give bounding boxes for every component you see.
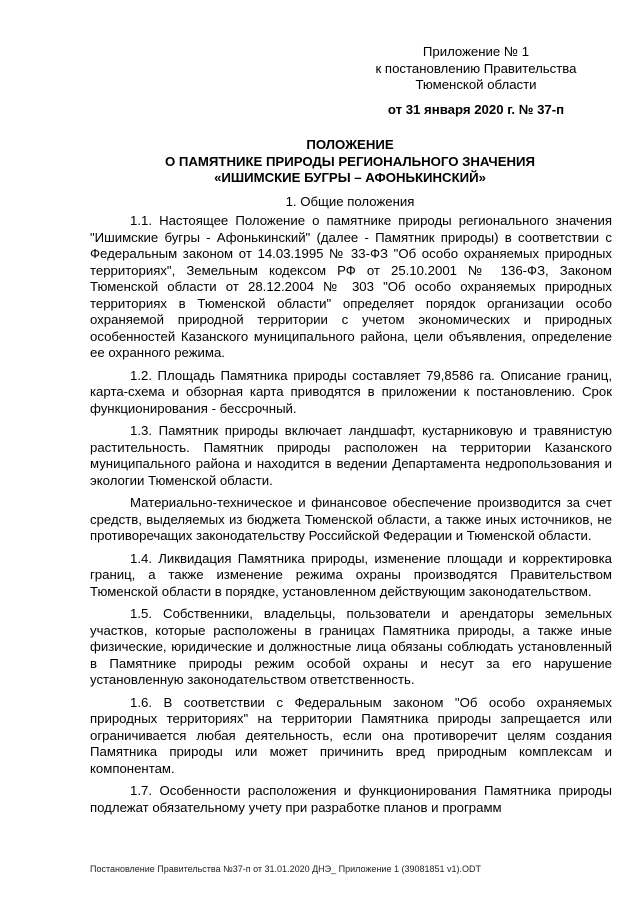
- appendix-to-resolution: к постановлению Правительства: [375, 60, 577, 76]
- document-body: [90, 213, 612, 822]
- title-line-1: ПОЛОЖЕНИЕ: [306, 137, 394, 152]
- resolution-date-number: от 31 января 2020 г. № 37-п: [387, 101, 565, 117]
- paragraph-1-2: 1.2. Площадь Памятника природы составляет 79,8586 га. Описание границ, карта-схема и обзорная карта приводятся в приложении к постановлению. Срок функционирования - бессрочный.: [90, 367, 612, 416]
- appendix-region: Тюменской области: [415, 77, 537, 92]
- appendix-header: [346, 44, 606, 118]
- document-title: [90, 137, 610, 187]
- appendix-number: Приложение № 1: [422, 44, 530, 59]
- title-line-2: О ПАМЯТНИКЕ ПРИРОДЫ РЕГИОНАЛЬНОГО ЗНАЧЕНИЯ: [165, 153, 535, 169]
- paragraph-funding: Материально-техническое и финансовое обеспечение производится за счет средств, выделяемых из бюджета Тюменской области, а также иных источников, не противоречащих законодательству Российской Федерации и Тюменской области.: [90, 495, 612, 543]
- paragraph-1-7: 1.7. Особенности расположения и функционирования Памятника природы подлежат обязательному учету при разработке планов и программ: [90, 783, 612, 815]
- paragraph-1-5: 1.5. Собственники, владельцы, пользователи и арендаторы земельных участков, которые расположены в границах Памятника природы, а также иные физические, юридические и должностные лица обязаны соблюдать установленный в Памятнике природы режим особой охраны и несут за его нарушение установленную законодательством ответственность.: [90, 606, 612, 687]
- paragraph-1-1: 1.1. Настоящее Положение о памятнике природы регионального значения "Ишимские бугры - Афонькинский" (далее - Памятник природы) в соответствии с Федеральным законом от 14.03.1995 № 33-ФЗ "Об особо охраняемых природных территориях", Земельным кодексом РФ от 25.10.2001 № 136-ФЗ, Законом Тюменской области от 28.12.2004 № 303 "Об особо охраняемых природных территориях в Тюменской области" определяет порядок организации особо охраняемой природной территории с учетом экономических и природных особенностей Казанского муниципального района, цели объявления, определение ее охранного режима.: [90, 213, 612, 360]
- title-line-3: «ИШИМСКИЕ БУГРЫ – АФОНЬКИНСКИЙ»: [214, 170, 486, 185]
- paragraph-1-3: 1.3. Памятник природы включает ландшафт, кустарниковую и травянистую растительность. Памятник природы расположен на территории Казанского муниципального района и находится в ведении Департамента недропользования и экологии Тюменской области.: [90, 423, 612, 488]
- paragraph-1-4: 1.4. Ликвидация Памятника природы, изменение площади и корректировка границ, а также изменение режима охраны производятся Правительством Тюменской области в порядке, установленном действующим законодательством.: [90, 550, 612, 599]
- page-footer: Постановление Правительства №37-п от 31.01.2020 ДНЭ_ Приложение 1 (39081851 v1).ODT: [90, 864, 481, 874]
- paragraph-1-6: 1.6. В соответствии с Федеральным законом "Об особо охраняемых природных территориях" на территории Памятника природы запрещается или ограничивается любая деятельность, если она противоречит целям создания Памятника природы или может причинить вред природным комплексам и компонентам.: [90, 694, 612, 776]
- section-heading: 1. Общие положения: [285, 194, 415, 209]
